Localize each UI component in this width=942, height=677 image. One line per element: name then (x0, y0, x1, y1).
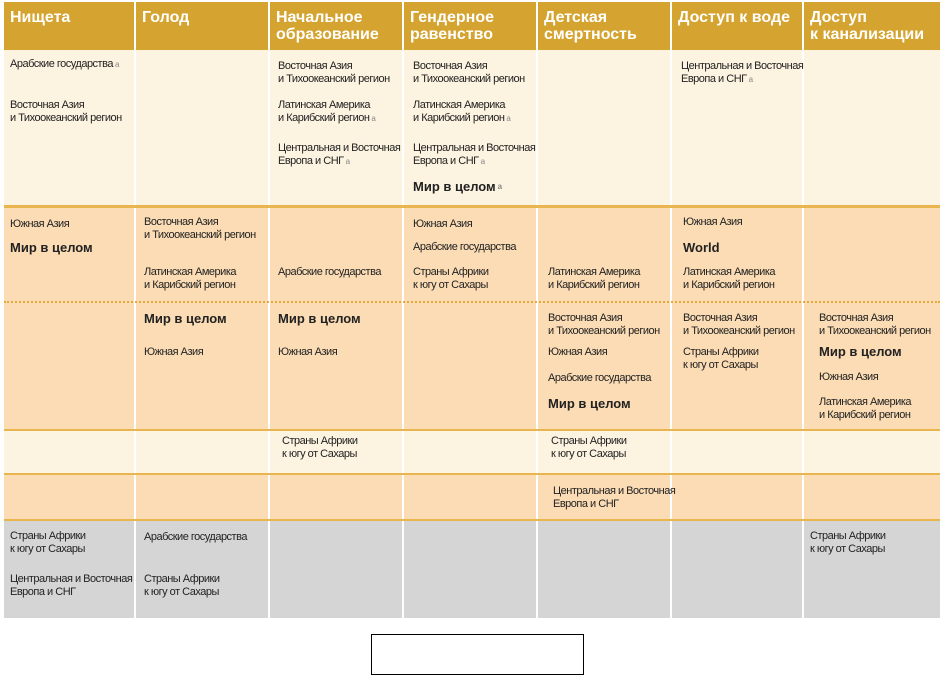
region-entry-text: Страны Африки к югу от Сахары (810, 530, 886, 555)
header-hunger (136, 2, 268, 50)
region-entry (278, 142, 400, 168)
region-entry (553, 485, 675, 511)
region-entry-text: Восточная Азия и Тихоокеанский регион (278, 60, 390, 85)
band-row-4 (4, 430, 940, 474)
region-entry (144, 312, 227, 325)
region-entry (278, 99, 375, 125)
region-entry (819, 371, 878, 384)
region-entry (10, 530, 85, 556)
region-entry (683, 241, 720, 254)
region-entry-text: Арабские государства (278, 266, 381, 278)
region-entry (144, 266, 236, 292)
region-entry (10, 99, 122, 125)
footnote-marker: a (748, 75, 753, 84)
region-entry (10, 58, 119, 71)
header-poverty (4, 2, 134, 50)
region-entry-text: Южная Азия (413, 218, 473, 230)
region-entry (413, 241, 516, 254)
region-entry-text: Южная Азия (144, 346, 204, 358)
region-entry (413, 266, 488, 292)
column-divider (134, 2, 136, 618)
region-entry-text: Центральная и Восточная Европа и СНГ (278, 142, 401, 167)
region-entry (413, 99, 510, 125)
row-separator (4, 429, 940, 431)
region-entry (278, 346, 337, 359)
footnote-marker: a (506, 114, 511, 123)
region-entry (413, 180, 502, 193)
header-child-mortality-label: Детская смертность (544, 9, 637, 43)
region-entry-text: Восточная Азия и Тихоокеанский регион (548, 312, 660, 337)
region-entry (551, 435, 626, 461)
row-separator (4, 205, 940, 208)
region-entry-text: Мир в целом (10, 240, 93, 255)
region-entry (413, 142, 535, 168)
region-entry-text: Страны Африки к югу от Сахары (10, 530, 86, 555)
region-entry (144, 216, 256, 242)
region-entry (548, 346, 607, 359)
region-entry-text: Южная Азия (10, 218, 70, 230)
header-primary-education (270, 2, 402, 50)
region-entry-text: Центральная и Восточная Европа и СНГ (10, 573, 133, 598)
region-entry-text: Восточная Азия и Тихоокеанский регион (819, 312, 931, 337)
header-poverty-label: Нищета (10, 9, 71, 26)
header-water-access (672, 2, 802, 50)
region-entry (819, 312, 931, 338)
region-entry-text: Мир в целом (278, 311, 361, 326)
region-entry-text: Мир в целом (144, 311, 227, 326)
region-entry (282, 435, 357, 461)
region-entry (10, 241, 93, 254)
header-hunger-label: Голод (142, 9, 190, 26)
region-entry-text: Южная Азия (278, 346, 338, 358)
region-entry-text: Латинская Америка и Карибский регион (683, 266, 775, 291)
band-row-5 (4, 474, 940, 520)
region-entry (144, 573, 219, 599)
region-entry-text: Арабские государства (548, 372, 651, 384)
header-sanitation-access-label: Доступ к канализации (810, 9, 925, 43)
row-separator (4, 473, 940, 475)
region-entry (683, 346, 758, 372)
region-entry-text: Латинская Америка и Карибский регион (278, 99, 370, 124)
region-entry (681, 60, 803, 86)
dotted-row-separator (4, 301, 940, 303)
region-entry-text: Южная Азия (683, 216, 743, 228)
region-entry-text: Южная Азия (819, 371, 879, 383)
region-entry-text: Центральная и Восточная Европа и СНГ (553, 485, 676, 510)
region-entry (278, 60, 390, 86)
footnote-marker: a (480, 157, 485, 166)
column-divider (802, 2, 804, 618)
region-entry (10, 573, 132, 599)
region-entry (548, 397, 631, 410)
footnote-marker: a (371, 114, 376, 123)
region-entry (548, 266, 640, 292)
footnote-marker: a (497, 182, 503, 191)
region-entry (683, 312, 795, 338)
region-entry (413, 218, 472, 231)
region-entry (548, 372, 651, 385)
region-entry-text: Южная Азия (548, 346, 608, 358)
header-child-mortality (538, 2, 670, 50)
region-entry-text: Мир в целом (413, 179, 496, 194)
region-entry-text: World (683, 240, 720, 255)
region-entry-text: Центральная и Восточная Европа и СНГ (681, 60, 804, 85)
region-entry-text: Страны Африки к югу от Сахары (413, 266, 489, 291)
region-entry-text: Страны Африки к югу от Сахары (144, 573, 220, 598)
region-entry-text: Центральная и Восточная Европа и СНГ (413, 142, 536, 167)
region-entry-text: Мир в целом (548, 396, 631, 411)
region-entry-text: Восточная Азия и Тихоокеанский регион (10, 99, 122, 124)
column-divider (670, 2, 672, 618)
region-entry-text: Мир в целом (819, 344, 902, 359)
region-entry (810, 530, 885, 556)
header-gender-equality-label: Гендерное равенство (410, 9, 494, 43)
region-entry-text: Латинская Америка и Карибский регион (413, 99, 505, 124)
header-gender-equality (404, 2, 536, 50)
region-entry-text: Страны Африки к югу от Сахары (282, 435, 358, 460)
header-primary-education-label: Начальное образование (276, 9, 379, 43)
region-entry (819, 396, 911, 422)
row-separator (4, 519, 940, 521)
region-entry-text: Латинская Америка и Карибский регион (548, 266, 640, 291)
header-water-access-label: Доступ к воде (678, 9, 790, 26)
region-entry-text: Латинская Америка и Карибский регион (819, 396, 911, 421)
footnote-marker: a (114, 60, 119, 69)
region-entry (548, 312, 660, 338)
empty-box (371, 634, 584, 675)
region-entry (10, 218, 69, 231)
region-entry (413, 60, 525, 86)
region-entry-text: Арабские государства (144, 531, 247, 543)
region-entry (278, 266, 381, 279)
region-entry (278, 312, 361, 325)
column-divider (268, 2, 270, 618)
region-entry-text: Страны Африки к югу от Сахары (551, 435, 627, 460)
region-entry-text: Арабские государства (10, 58, 113, 70)
mdg-progress-table (4, 2, 940, 618)
region-entry-text: Восточная Азия и Тихоокеанский регион (413, 60, 525, 85)
region-entry-text: Латинская Америка и Карибский регион (144, 266, 236, 291)
column-divider (402, 2, 404, 618)
region-entry (144, 531, 247, 544)
header-sanitation-access (804, 2, 940, 50)
region-entry (683, 216, 742, 229)
region-entry (144, 346, 203, 359)
region-entry-text: Восточная Азия и Тихоокеанский регион (144, 216, 256, 241)
footnote-marker: a (345, 157, 350, 166)
region-entry-text: Восточная Азия и Тихоокеанский регион (683, 312, 795, 337)
region-entry-text: Арабские государства (413, 241, 516, 253)
region-entry-text: Страны Африки к югу от Сахары (683, 346, 759, 371)
region-entry (819, 345, 902, 358)
region-entry (683, 266, 775, 292)
column-divider (536, 2, 538, 618)
